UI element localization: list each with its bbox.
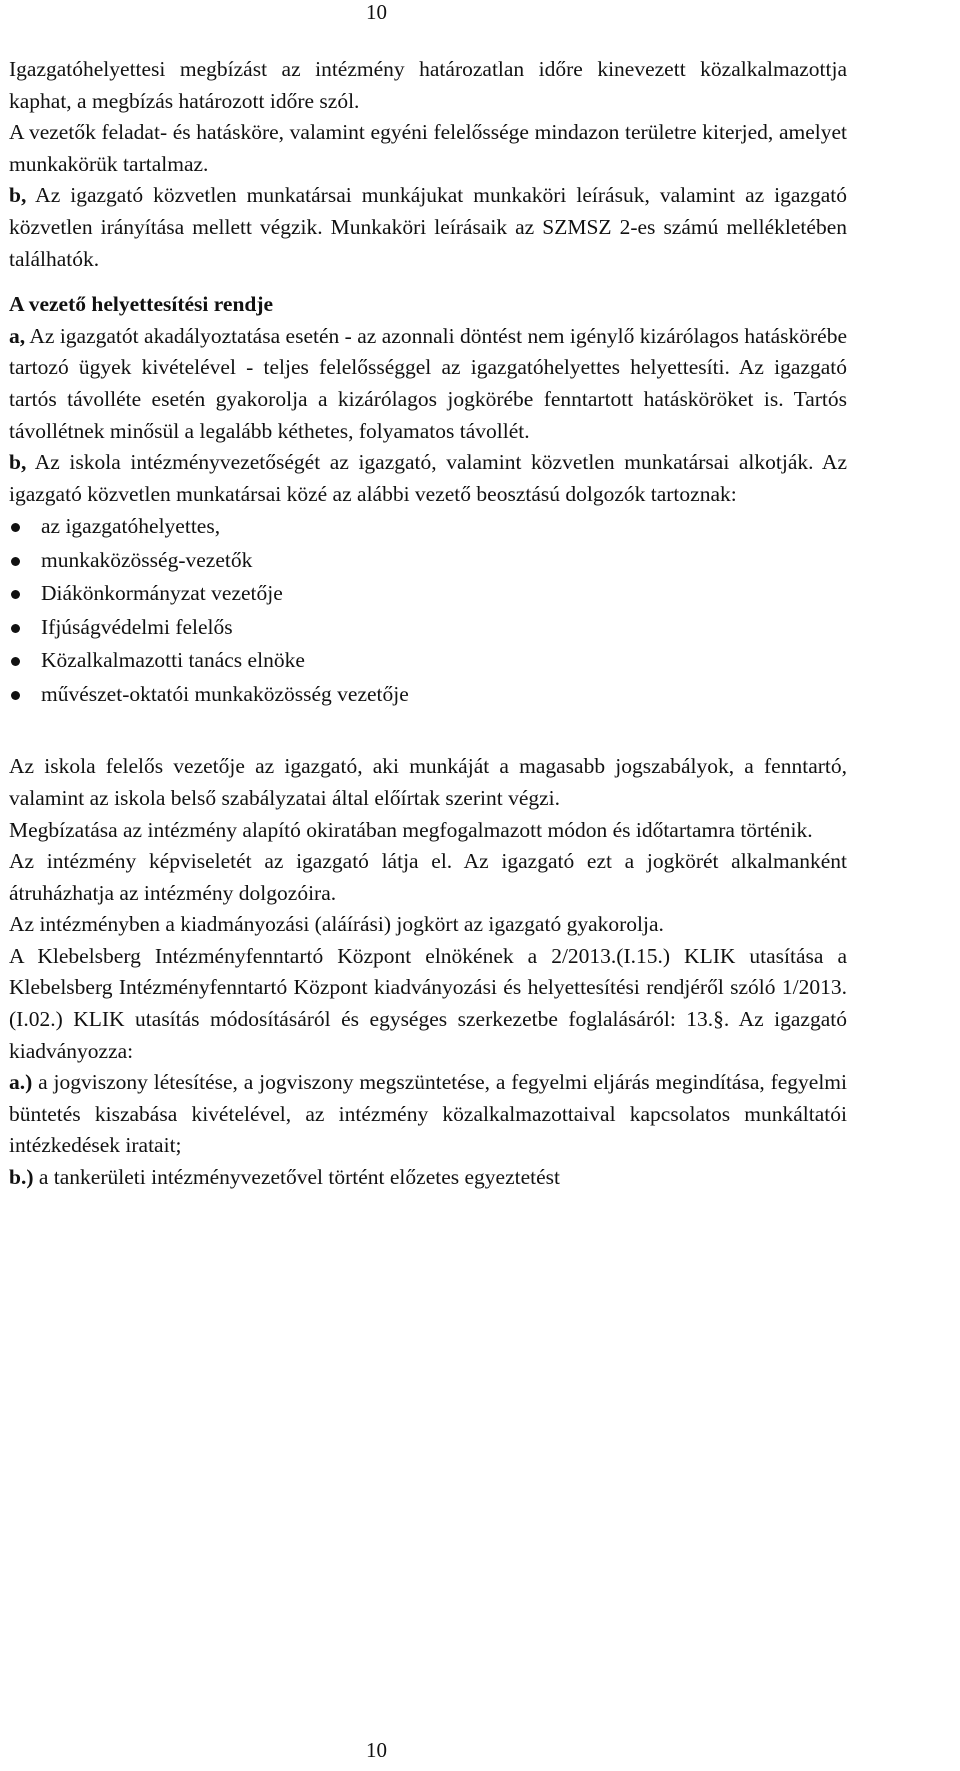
list-item: munkaközösség-vezetők — [9, 544, 847, 578]
paragraph: Az intézményben a kiadmányozási (aláírási) jogkört az igazgató gyakorolja. — [9, 912, 664, 937]
bullet-icon — [11, 557, 20, 566]
bullet-icon — [11, 624, 20, 633]
paragraph: Az iskola felelős vezetője az igazgató, aki munkáját a magasabb jogszabályok, a fenntartó, valamint az iskola belső szabályzatai által előírtak szerint végzi. — [9, 754, 847, 810]
list-item: az igazgatóhelyettes, — [9, 510, 847, 544]
paragraph: A Klebelsberg Intézményfenntartó Központ elnökének a 2/2013.(I.15.) KLIK utasítása a Klebelsberg Intézményfenntartó Központ kiadványozási és helyettesítési rendjéről szóló 1/2013.(I.02.) KLIK utasítás módosításáról és egységes szerkezetbe foglalásáról: 13.§. Az igazgató kiadványozza: — [9, 943, 847, 1063]
bullet-icon — [11, 590, 20, 599]
paragraph: a, Az igazgatót akadályoztatása esetén - az azonnali döntést nem igénylő kizárólagos hatáskörébe tartozó ügyek kivételével - teljes felelősséggel az igazgatóhelyettes helyettesíti. Az igazgató tartós távolléte esetén gyakorolja a kizárólagos jogkörébe fenntartott hatásköröket is. Tartós távollétnek minősül a legalább kéthetes, folyamatos távollét. — [9, 323, 847, 443]
list-item: Közalkalmazotti tanács elnöke — [9, 644, 847, 678]
paragraph: a.) a jogviszony létesítése, a jogviszony megszüntetése, a fegyelmi eljárás megindítása, fegyelmi büntetés kiszabása kivételével, az intézmény közalkalmazottaival kapcsolatos munkáltatói intézkedések iratait; — [9, 1070, 847, 1158]
page-number-bottom: 10 — [366, 1738, 387, 1762]
paragraph: Az intézmény képviseletét az igazgató látja el. Az igazgató ezt a jogkörét alkalmanként átruházhatja az intézmény dolgozóira. — [9, 849, 847, 905]
list-item: Ifjúságvédelmi felelős — [9, 611, 847, 645]
paragraph: b, Az igazgató közvetlen munkatársai munkájukat munkaköri leírásuk, valamint az igazgató közvetlen irányítása mellett végzik. Munkaköri leírásaik az SZMSZ 2-es számú mellékletében találhatók. — [9, 183, 847, 271]
bullet-icon — [11, 657, 20, 666]
paragraph: b, Az iskola intézményvezetőségét az igazgató, valamint közvetlen munkatársai alkotják. Az igazgató közvetlen munkatársai közé az alábbi vezető beosztású dolgozók tartoznak: — [9, 450, 847, 506]
bullet-icon — [11, 691, 20, 700]
bullet-icon — [11, 523, 20, 532]
list-item: művészet-oktatói munkaközösség vezetője — [9, 678, 847, 712]
page-body — [9, 54, 847, 1194]
paragraph: Igazgatóhelyettesi megbízást az intézmény határozatlan időre kinevezett közalkalmazottja kaphat, a megbízás határozott időre szól. — [9, 57, 847, 113]
paragraph: b.) a tankerületi intézményvezetővel történt előzetes egyeztetést — [9, 1165, 560, 1190]
list-item: Diákönkormányzat vezetője — [9, 577, 847, 611]
section-heading: A vezető helyettesítési rendje — [9, 292, 274, 317]
page-number-top: 10 — [366, 0, 387, 24]
bullet-list — [9, 510, 847, 711]
paragraph: A vezetők feladat- és hatásköre, valamint egyéni felelőssége mindazon területre kiterjed, amelyet munkakörük tartalmaz. — [9, 120, 847, 176]
paragraph: Megbízatása az intézmény alapító okiratában megfogalmazott módon és időtartamra történik. — [9, 817, 813, 842]
